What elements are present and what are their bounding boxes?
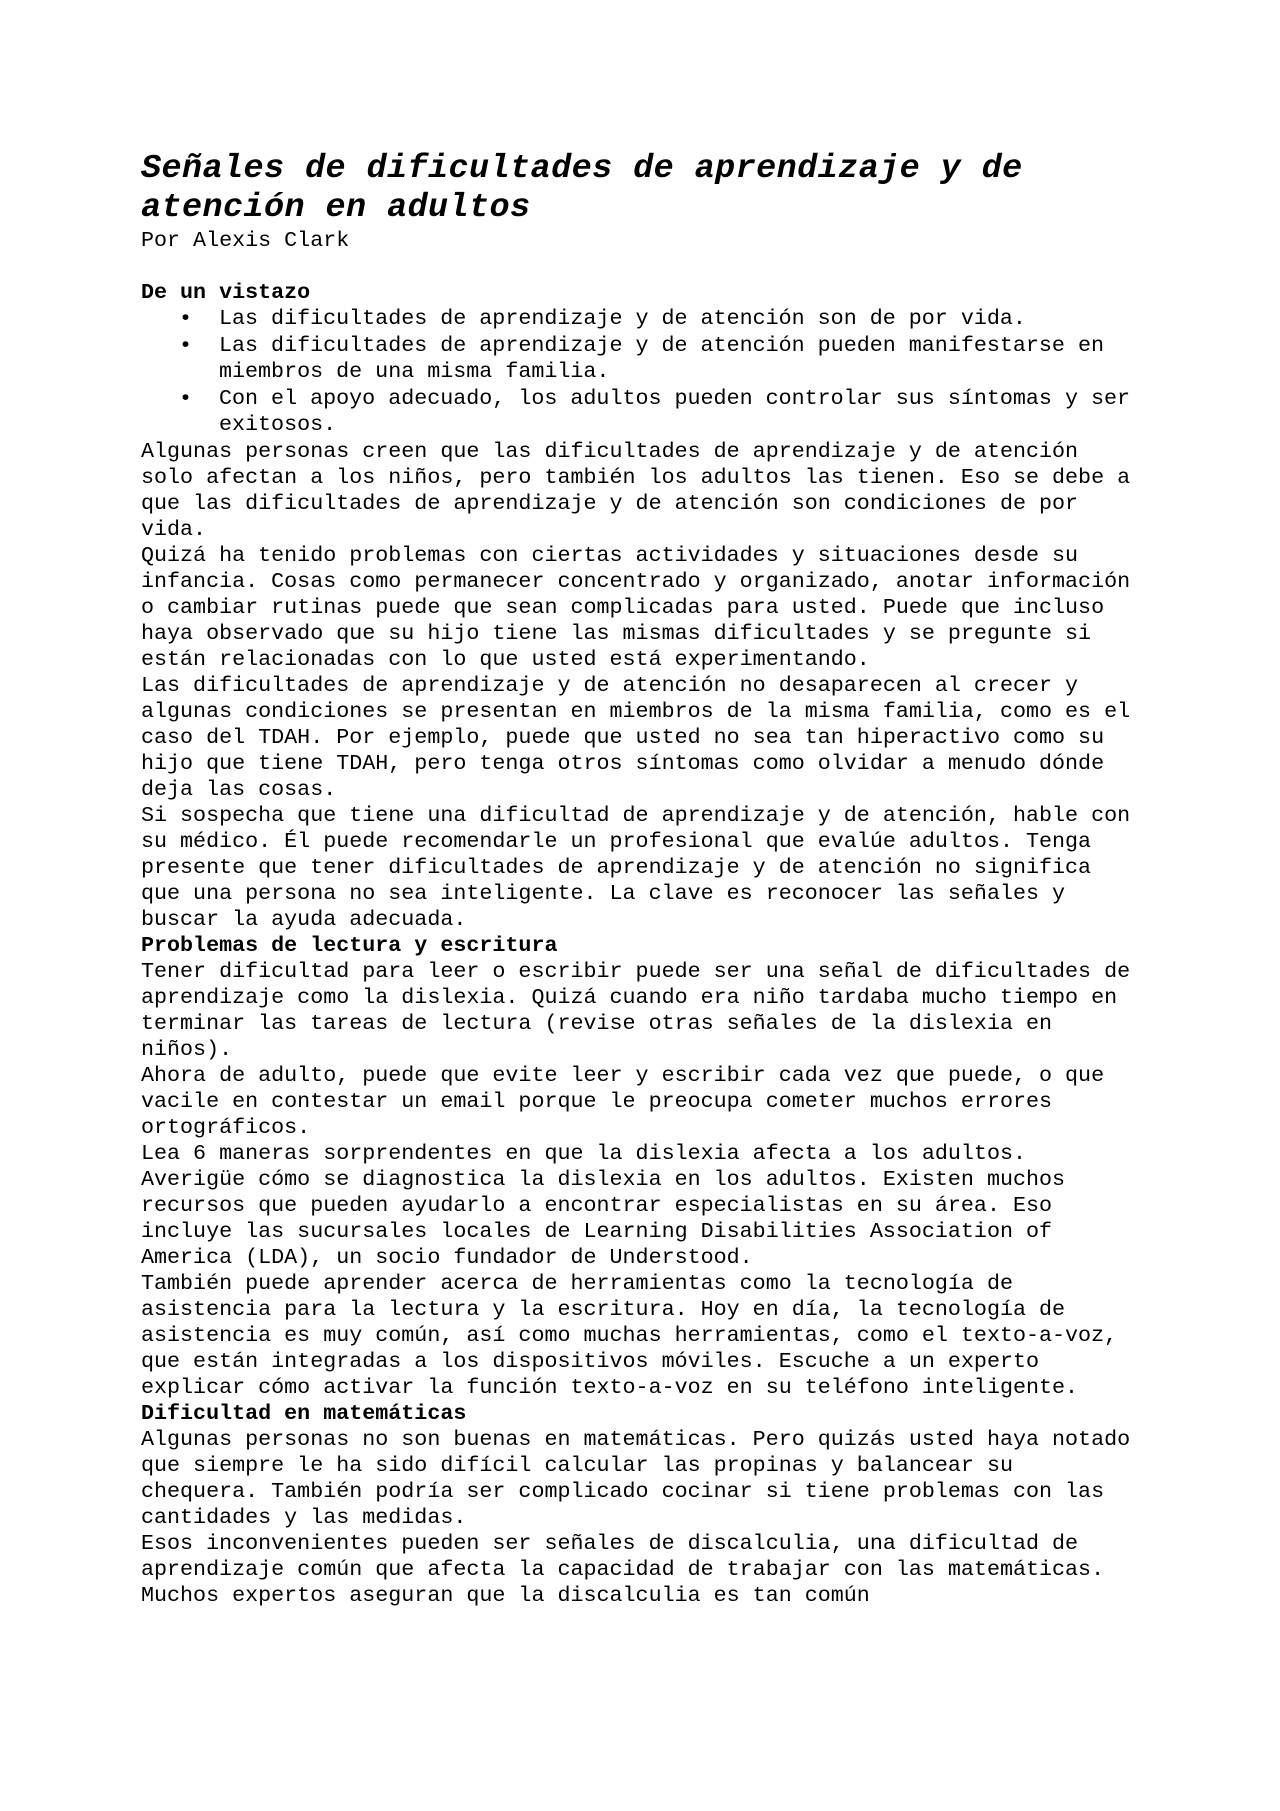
- list-item-text: Las dificultades de aprendizaje y de atención pueden manifestarse en miembros de una misma familia.: [219, 333, 1104, 384]
- intro-paragraph: Las dificultades de aprendizaje y de atención no desaparecen al crecer y algunas condiciones se presentan en miembros de la misma familia, como es el caso del TDAH. Por ejemplo, puede que usted no sea tan hiperactivo como su hijo que tiene TDAH, pero tenga otros síntomas como olvidar a menudo dónde deja las cosas.: [141, 673, 1131, 802]
- document-title: Señales de dificultades de aprendizaje y de atención en adultos: [141, 150, 1023, 227]
- reading-section-heading: Problemas de lectura y escritura: [141, 933, 558, 958]
- math-paragraph: Algunas personas no son buenas en matemáticas. Pero quizás usted haya notado que siempre le ha sido difícil calcular las propinas y balancear su chequera. También podría ser complicado cocinar si tiene problemas con las cantidades y las medidas.: [141, 1427, 1131, 1530]
- reading-paragraph: Tener dificultad para leer o escribir puede ser una señal de dificultades de aprendizaje como la dislexia. Quizá cuando era niño tardaba mucho tiempo en terminar las tareas de lectura (revise otras señales de la dislexia en niños).: [141, 959, 1131, 1062]
- reading-paragraph: Lea 6 maneras sorprendentes en que la dislexia afecta a los adultos.: [141, 1141, 1026, 1166]
- list-item-text: Las dificultades de aprendizaje y de atención son de por vida.: [219, 306, 1026, 331]
- bullet-icon: •: [179, 306, 193, 331]
- reading-paragraph: También puede aprender acerca de herramientas como la tecnología de asistencia para la lectura y la escritura. Hoy en día, la tecnología de asistencia es muy común, así como muchas herramientas, como el texto-a-voz, que están integradas a los dispositivos móviles. Escuche a un experto explicar cómo activar la función texto-a-voz en su teléfono inteligente.: [141, 1271, 1118, 1400]
- intro-paragraph: Algunas personas creen que las dificultades de aprendizaje y de atención solo afectan a los niños, pero también los adultos las tienen. Eso se debe a que las dificultades de aprendizaje y de atención son condiciones de por vida.: [141, 439, 1131, 542]
- list-item: [141, 386, 1141, 438]
- document-body: [141, 150, 1141, 1609]
- intro-paragraph: Si sospecha que tiene una dificultad de aprendizaje y de atención, hable con su médico. Él puede recomendarle un profesional que evalúe adultos. Tenga presente que tener dificultades de aprendizaje y de atención no significa que una persona no sea inteligente. La clave es reconocer las señales y buscar la ayuda adecuada.: [141, 803, 1131, 932]
- glance-list: [141, 306, 1141, 438]
- author-byline: Por Alexis Clark: [141, 228, 350, 253]
- reading-paragraph: Ahora de adulto, puede que evite leer y escribir cada vez que puede, o que vacile en contestar un email porque le preocupa cometer muchos errores ortográficos.: [141, 1063, 1105, 1140]
- intro-paragraph: Quizá ha tenido problemas con ciertas actividades y situaciones desde su infancia. Cosas como permanecer concentrado y organizado, anotar información o cambiar rutinas puede que sean complicadas para usted. Puede que incluso haya observado que su hijo tiene las mismas dificultades y se pregunte si están relacionadas con lo que usted está experimentando.: [141, 543, 1131, 672]
- glance-heading: De un vistazo: [141, 280, 311, 305]
- math-paragraph: Esos inconvenientes pueden ser señales de discalculia, una dificultad de aprendizaje común que afecta la capacidad de trabajar con las matemáticas. Muchos expertos aseguran que la discalculia es tan común: [141, 1531, 1105, 1608]
- reading-paragraph: Averigüe cómo se diagnostica la dislexia en los adultos. Existen muchos recursos que pueden ayudarlo a encontrar especialistas en su área. Eso incluye las sucursales locales de Learning Disabilities Association of America (LDA), un socio fundador de Understood.: [141, 1167, 1066, 1270]
- bullet-icon: •: [179, 333, 193, 358]
- list-item: [141, 333, 1141, 385]
- list-item-text: Con el apoyo adecuado, los adultos pueden controlar sus síntomas y ser exitosos.: [219, 386, 1131, 437]
- bullet-icon: •: [179, 386, 193, 411]
- math-section-heading: Dificultad en matemáticas: [141, 1401, 467, 1426]
- list-item: [141, 306, 1141, 332]
